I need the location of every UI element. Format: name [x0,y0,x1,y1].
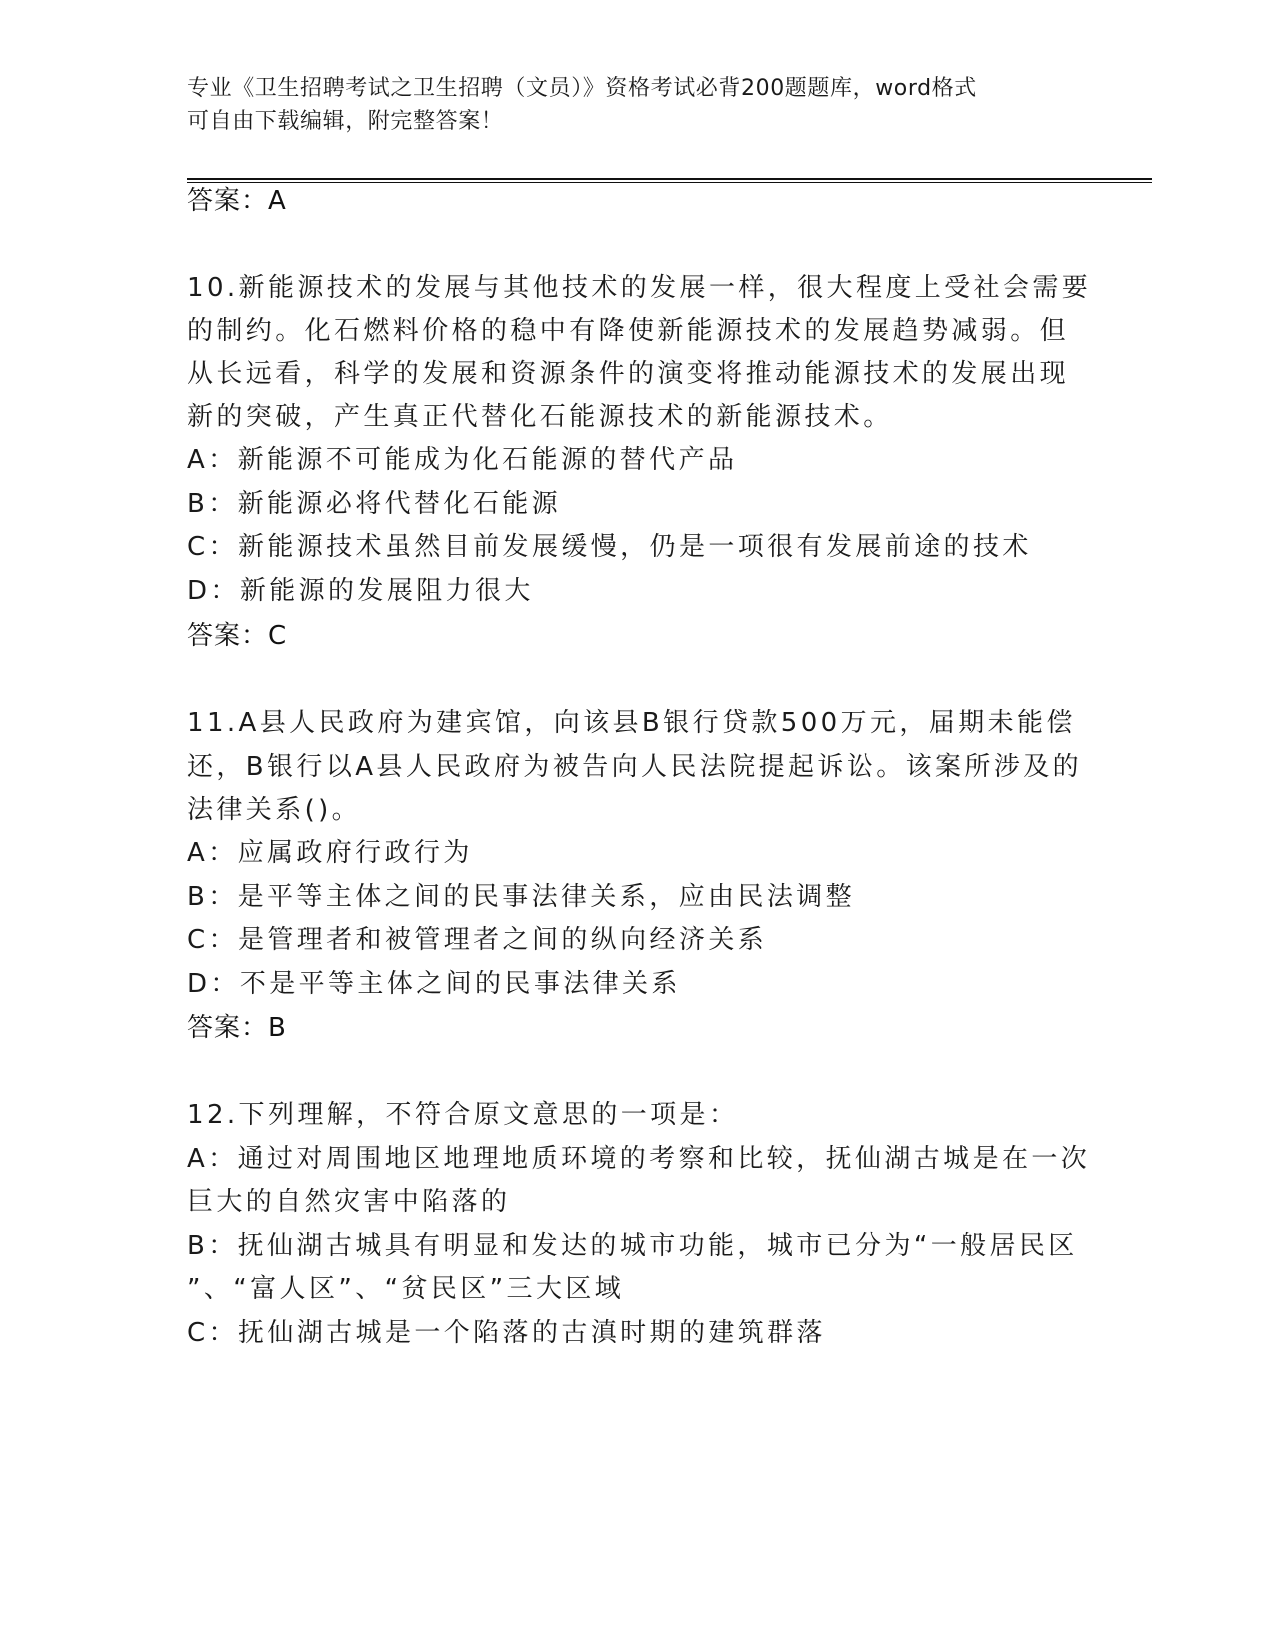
question-11-answer: 答案：B [187,1013,287,1043]
question-11-line-3: 法律关系()。 [187,795,362,825]
question-10-line-1: 10.新能源技术的发展与其他技术的发展一样，很大程度上受社会需要 [187,273,1092,303]
question-12-option-b: B：抚仙湖古城具有明显和发达的城市功能，城市已分为“一般居民区 [187,1231,1078,1261]
question-11-option-b: B：是平等主体之间的民事法律关系，应由民法调整 [187,882,856,912]
question-11-option-c: C：是管理者和被管理者之间的纵向经济关系 [187,925,768,955]
question-12-line-1: 12.下列理解，不符合原文意思的一项是： [187,1100,739,1130]
header-line-1: 专业《卫生招聘考试之卫生招聘（文员）》资格考试必背200题题库，word格式 [187,76,977,101]
question-11-option-d: D：不是平等主体之间的民事法律关系 [187,969,681,999]
question-10-option-a: A：新能源不可能成为化石能源的替代产品 [187,445,738,475]
previous-answer: 答案：A [187,186,287,216]
question-10-option-d: D：新能源的发展阻力很大 [187,576,534,606]
question-10-answer: 答案：C [187,621,288,651]
question-11-option-a: A：应属政府行政行为 [187,838,473,868]
header-line-2: 可自由下载编辑，附完整答案！ [187,109,504,134]
page-header [187,72,1087,138]
question-10-line-3: 从长远看，科学的发展和资源条件的演变将推动能源技术的发展出现 [187,359,1070,389]
question-10-option-c: C：新能源技术虽然目前发展缓慢，仍是一项很有发展前途的技术 [187,532,1032,562]
question-12-option-a: A：通过对周围地区地理地质环境的考察和比较，抚仙湖古城是在一次 [187,1144,1091,1174]
header-rule [187,178,1152,183]
question-11-line-1: 11.A县人民政府为建宾馆，向该县B银行贷款500万元，届期未能偿 [187,708,1076,738]
question-10-line-4: 新的突破，产生真正代替化石能源技术的新能源技术。 [187,402,893,432]
question-12-option-c: C：抚仙湖古城是一个陷落的古滇时期的建筑群落 [187,1318,826,1348]
question-10-option-b: B：新能源必将代替化石能源 [187,489,562,519]
question-10-line-2: 的制约。化石燃料价格的稳中有降使新能源技术的发展趋势减弱。但 [187,316,1070,346]
question-11-line-2: 还，B银行以A县人民政府为被告向人民法院提起诉讼。该案所涉及的 [187,752,1083,782]
question-12-option-b-cont: ”、“富人区”、“贫民区”三大区域 [187,1274,625,1304]
question-12-option-a-cont: 巨大的自然灾害中陷落的 [187,1187,511,1217]
